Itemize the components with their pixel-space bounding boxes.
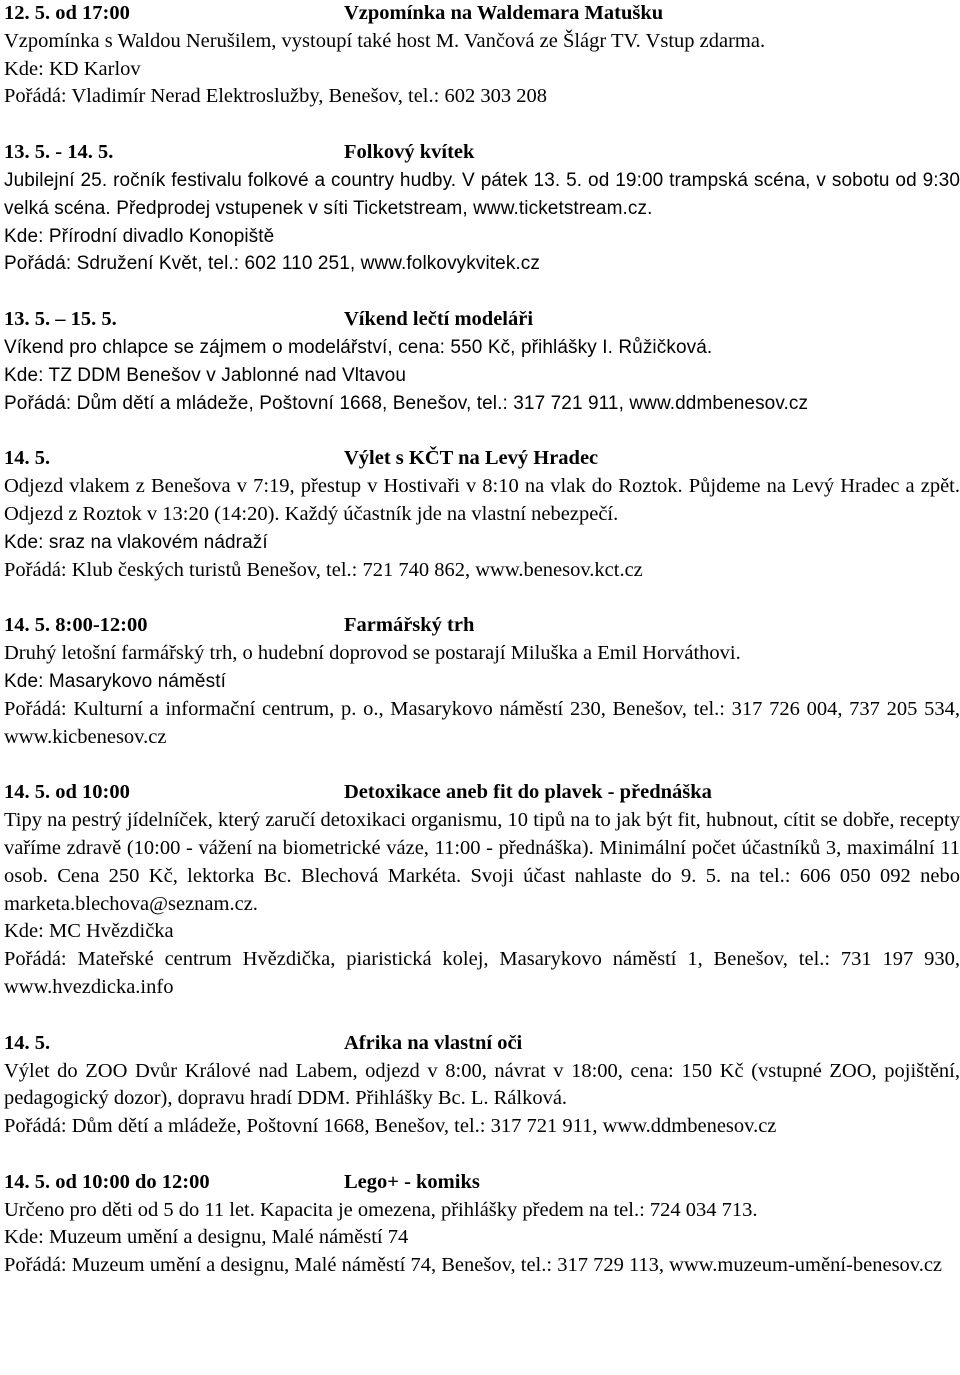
event-5 <box>4 779 960 1001</box>
event-title: Vzpomínka na Waldemara Matušku <box>344 2 664 24</box>
event-location: Kde: Muzeum umění a designu, Malé náměstí 74 <box>4 1226 409 1249</box>
event-header <box>4 779 960 807</box>
event-description: Tipy na pestrý jídelníček, který zaručí detoxikaci organismu, 10 tipů na to jak být fit, hubnout, cítit se dobře, recepty vaříme zdravě (10:00 - vážení na biometrické váze, 11:00 - přednáška). Minimální počet účastníků 3, maximální 11 osob. Cena 250 Kč, lektorka Bc. Blechová Markéta. Svoji účast nahlaste do 9. 5. na tel.: 606 050 092 nebo marketa.blechova@seznam.cz. <box>4 809 960 915</box>
event-2 <box>4 306 960 417</box>
event-organizer: Pořádá: Dům dětí a mládeže, Poštovní 1668, Benešov, tel.: 317 721 911, www.ddmbenesov.cz <box>4 392 809 414</box>
event-organizer: Pořádá: Kulturní a informační centrum, p. o., Masarykovo náměstí 230, Benešov, tel.: 317 726 004, 737 205 534, www.kicbenesov.cz <box>4 697 960 748</box>
event-header <box>4 1169 960 1197</box>
event-date: 14. 5. od 10:00 do 12:00 <box>4 1170 210 1193</box>
event-description: Víkend pro chlapce se zájmem o modelářství, cena: 550 Kč, přihlášky I. Růžičková. <box>4 336 713 358</box>
event-organizer: Pořádá: Dům dětí a mládeže, Poštovní 1668, Benešov, tel.: 317 721 911, www.ddmbenesov.cz <box>4 1115 777 1138</box>
event-location: Kde: KD Karlov <box>4 57 141 80</box>
event-location: Kde: TZ DDM Benešov v Jablonné nad Vltavou <box>4 364 407 386</box>
event-date: 13. 5. - 14. 5. <box>4 141 114 164</box>
event-header <box>4 445 960 473</box>
event-organizer: Pořádá: Klub českých turistů Benešov, tel.: 721 740 862, www.benesov.kct.cz <box>4 558 643 581</box>
event-date: 13. 5. – 15. 5. <box>4 308 117 331</box>
event-title: Farmářský trh <box>344 614 475 637</box>
event-3 <box>4 445 960 584</box>
event-header <box>4 0 960 28</box>
event-header <box>4 139 960 167</box>
event-location: Kde: sraz na vlakovém nádraží <box>4 531 268 553</box>
event-description: Odjezd vlakem z Benešova v 7:19, přestup v Hostivaři v 8:10 na vlak do Roztok. Půjdeme na Levý Hradec a zpět. Odjezd z Roztok v 13:20 (14:20). Každý účastník jde na vlastní nebezpečí. <box>4 475 960 525</box>
event-header <box>4 1030 960 1058</box>
event-title: Víkend lečtí modeláři <box>344 308 534 331</box>
event-0 <box>4 0 960 111</box>
event-date: 14. 5. <box>4 1031 51 1054</box>
event-listing <box>4 0 960 1280</box>
event-header <box>4 306 960 334</box>
event-organizer: Pořádá: Mateřské centrum Hvězdička, piaristická kolej, Masarykovo náměstí 1, Benešov, tel.: 731 197 930, www.hvezdicka.info <box>4 948 960 998</box>
event-description: Jubilejní 25. ročník festivalu folkové a country hudby. V pátek 13. 5. od 19:00 trampská scéna, v sobotu od 9:30 velká scéna. Předprodej vstupenek v síti Ticketstream, www.ticketstream.cz. <box>4 169 960 219</box>
event-description: Druhý letošní farmářský trh, o hudební doprovod se postarají Miluška a Emil Horváthovi. <box>4 642 741 665</box>
event-6 <box>4 1030 960 1141</box>
event-location: Kde: Masarykovo náměstí <box>4 670 226 692</box>
event-date: 14. 5. 8:00-12:00 <box>4 614 148 637</box>
event-1 <box>4 139 960 278</box>
event-date: 14. 5. od 10:00 <box>4 781 130 804</box>
event-title: Detoxikace aneb fit do plavek - přednáška <box>344 781 712 804</box>
event-title: Lego+ - komiks <box>344 1170 480 1193</box>
event-description: Výlet do ZOO Dvůr Králové nad Labem, odjezd v 8:00, návrat v 18:00, cena: 150 Kč (vstupné ZOO, pojištění, pedagogický dozor), dopravu hradí DDM. Přihlášky Bc. L. Rálková. <box>4 1059 960 1110</box>
event-description: Určeno pro děti od 5 do 11 let. Kapacita je omezena, přihlášky předem na tel.: 724 034 713. <box>4 1198 758 1221</box>
event-description: Vzpomínka s Waldou Nerušilem, vystoupí také host M. Vančová ze Šlágr TV. Vstup zdarma. <box>4 29 766 52</box>
event-4 <box>4 612 960 751</box>
event-organizer: Pořádá: Muzeum umění a designu, Malé náměstí 74, Benešov, tel.: 317 729 113, www.muzeum-umění-benesov.cz <box>4 1254 943 1277</box>
event-organizer: Pořádá: Sdružení Květ, tel.: 602 110 251, www.folkovykvitek.cz <box>4 253 541 275</box>
event-date: 14. 5. <box>4 447 51 470</box>
event-location: Kde: MC Hvězdička <box>4 920 174 943</box>
event-title: Výlet s KČT na Levý Hradec <box>344 447 599 470</box>
event-location: Kde: Přírodní divadlo Konopiště <box>4 225 275 247</box>
event-title: Folkový kvítek <box>344 141 475 164</box>
event-date: 12. 5. od 17:00 <box>4 2 130 24</box>
event-7 <box>4 1169 960 1280</box>
event-organizer: Pořádá: Vladimír Nerad Elektroslužby, Benešov, tel.: 602 303 208 <box>4 85 547 108</box>
event-header <box>4 612 960 640</box>
event-title: Afrika na vlastní oči <box>344 1031 523 1054</box>
